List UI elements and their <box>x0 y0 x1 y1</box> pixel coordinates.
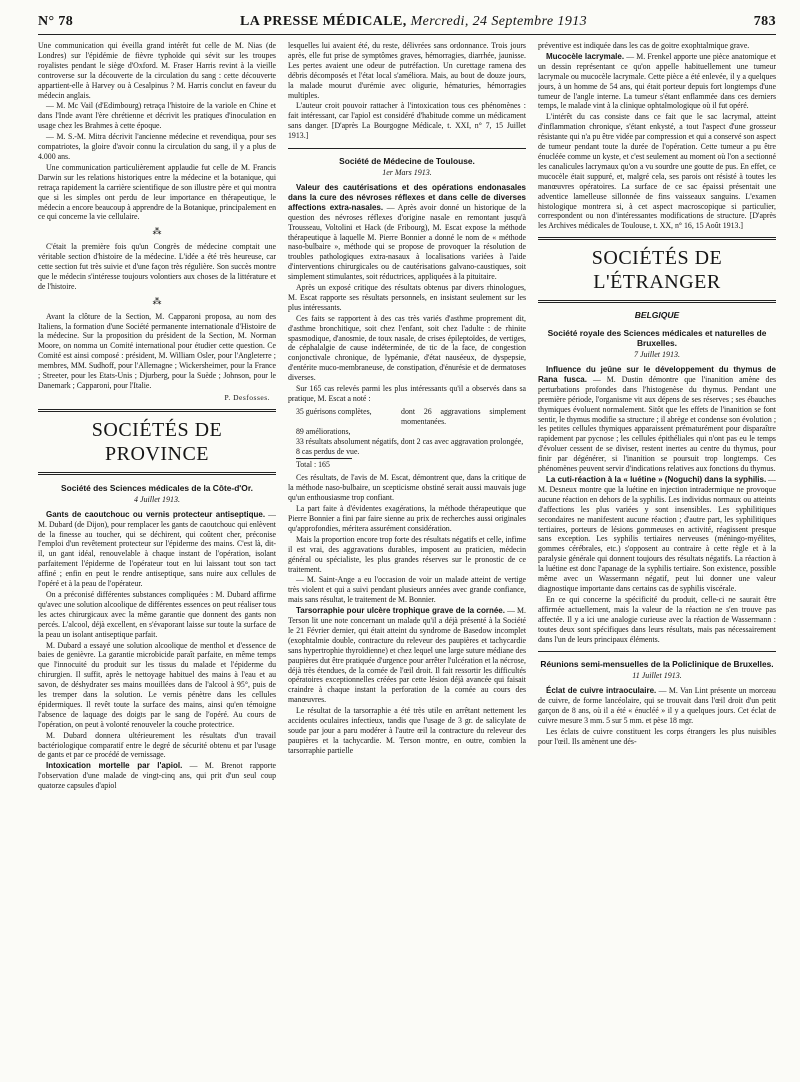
masthead <box>240 14 587 30</box>
paragraph: La part faite à d'évidentes exagérations, la méthode thérapeutique que Pierre Bonnier a fini par faire sienne au prix de recherches aussi originales qu'approfondies, méritera assurément considération. <box>288 504 526 533</box>
section-title: SOCIÉTÉS DE L'ÉTRANGER <box>538 237 776 303</box>
society-heading: Société des Sciences médicales de la Côte-d'Or. <box>61 482 253 493</box>
paragraph: Le résultat de la tarsorraphie a été très utile en arrêtant nettement les accidents oculaires infectieux, tandis que l'usage de 3 gr. de salicylate de soude par jour a paru modérer à l'autre œil la contracture du releveur des paupières et la tachycardie. M. Terson montre, en outre, combien la tarsorraphie partielle <box>288 706 526 755</box>
paragraph: Mais la proportion encore trop forte des résultats négatifs et celle, infime il est vrai, des aggravations durables, imposent au praticien, médecin général ou spécialiste, les plus grandes réserves sur le pronostic de ce traitement. <box>288 534 526 574</box>
paragraph: C'était la première fois qu'un Congrès de médecine comptait une véritable section d'histoire de la médecine. L'idée a été très heureuse, car cette section fut très suivie et d'une façon très régulière. Son succès montre que le médecin s'intéresse toujours volontiers aux choses de la littérature et de l'histoire. <box>38 242 276 291</box>
article-caption: Intoxication mortelle par l'apiol. <box>46 761 183 771</box>
article-caption: Influence du jeûne sur le développement du thymus de Rana fusca. <box>538 365 776 384</box>
article-caption: Valeur des cautérisations et des opérations endonasales dans la cure des névroses réflexes et dans celle de diverses affections extra-nasales. <box>288 182 526 212</box>
article-caption: La cuti-réaction à la « luétine » (Noguchi) dans la syphilis. <box>546 475 767 484</box>
result-text: 89 améliorations, <box>296 426 351 436</box>
article-caption: Mucocèle lacrymale. <box>546 51 625 61</box>
column-2 <box>288 41 526 792</box>
section-divider-stars: ⁂ <box>152 295 162 306</box>
paragraph: — M. Frenkel apporte une pièce anatomique et un dessin représentant ce qu'on appelle habituellement une tumeur lacrymale ou mucocèle lacrymale. Cette pièce a été enlevée, il y a quelques jours, à un homme de 54 ans, qui était porteur depuis fort longtemps d'une tumeur de l'angle interne. La tumeur s'étant enflammée dans ces derniers temps, le malade vint à la clinique ophtalmologique où il fut opéré. <box>538 51 776 111</box>
paragraph: Avant la clôture de la Section, M. Capparoni proposa, au nom des Italiens, la formation d'une Société permanente internationale d'Histoire de la médecine. Sur la proposition du président de la Section, M. Norman Moore, on nomma un Comité international pour étudier cette question. Ce Comité est ainsi composé : président, M. William Osler, pour l'Angleterre ; membres, MM. Sudhoff, pour l'Allemagne ; Wickersheimer, pour la France ; Streeter, pour les Etats-Unis ; Djurberg, pour la Suède ; Johnson, pour le Danemark ; Capparoni, pour l'Italie. <box>38 311 276 390</box>
paragraph: L'intérêt du cas consiste dans ce fait que le sac lacrymal, atteint d'inflammation chronique, s'étant enkysté, a tout l'aspect d'une grosseur résistante qui n'a pu être vidée par compression et qui a conservé son aspect de tumeur pendant toute la durée de l'opération. Cette tumeur a pu être énucléée comme un kyste, et c'est seulement au moment où l'on a sectionné les canalicules lacrymaux qu'on a vu sourdre une goutte de pus. En effet, ce mucocèle était suppuré, et, malgré cela, ses parois ont résisté à toutes les manœuvres opératoires. La surface de ce sac épaissi présentait une adventice lamelleuse sillonnée de fins vaisseaux sanguins. L'examen histologique montrera si, à cet aspect macroscopique si particulier, correspondent ou non d'intéressantes modifications de structure. [D'après les Archives médicales de Toulouse, t. XX, n° 16, 15 Août 1913.] <box>538 112 776 231</box>
society-date: 11 Juillet 1913. <box>632 671 682 681</box>
paragraph: — M. Dustin démontre que l'inanition amène des perturbations profondes dans l'histogenèse du thymus. Pendant une première période, l'organisme vit aux dépens de ses réserves ; ses ébauches thymiques évoluent normalement. Sitôt que les effets de l'inanition se font sentir, le thymus modifie sa structure ; il abrège et condense son évolution ; les petites cellules thymiques apparaissent prématurément pour disparaître rapidement par pycnose ; les cellules épithéliales qui n'ont pas eu le temps d'évoluer cessent de se diviser, restent inertes au centre du thymus, pour finir par dégénérer, si l'inanition se poursuit trop longtemps. Ces phénomènes peuvent servir d'indications relatives aux fonctions du thymus. <box>538 374 776 474</box>
page-number: 783 <box>753 14 776 29</box>
result-row <box>296 427 526 437</box>
journal-name: LA PRESSE MÉDICALE, <box>239 14 407 29</box>
divider <box>288 148 526 149</box>
society-heading: Société royale des Sciences médicales et naturelles de Bruxelles. <box>547 328 767 349</box>
article-caption: Éclat de cuivre intraoculaire. <box>546 686 657 696</box>
paragraph: M. Dubard donnera ultérieurement les résultats d'un travail bactériologique comparatif entre le degré de sécurité obtenu et par l'usage de gants et par ce procédé de vernissage. <box>38 730 276 760</box>
article-caption: Tarsorraphie pour ulcère trophique grave de la cornée. <box>296 606 505 616</box>
paragraph: — M. Dubard (de Dijon), pour remplacer les gants de caoutchouc qui enlèvent de la finesse au toucher, qui se déchirent, qui coûtent cher, préconise l'emploi d'un revêtement protecteur sur l'épiderme des mains. C'est là, dit-il, un gant idéal, renouvelable à chaque instant de l'opération, isolant parfaitement l'épiderme de l'opérateur tout en lui laissant tout son tact affiné ; enfin en peut le rendre antiseptique, sans nuire aux cellules de l'opéré et à la peau de l'opérateur. <box>38 509 276 589</box>
result-text: 35 guérisons complètes, <box>296 406 372 416</box>
paragraph: — M. Van Lint présente un morceau de cuivre, de forme lancéolaire, qui se trouvait dans l'œil droit d'un petit garçon de 8 ans, où il a été « énucléé » il y a quelques jours. Cet éclat de cuivre mesure 3 mm. 5 sur 5 mm. et pèse 18 mgr. <box>538 686 776 726</box>
paragraph: — M. Desneux montre que la luétine en injection intradermique ne provoque aucune réaction en dehors de la syphilis. Les individus normaux ou atteints d'affections les plus variées y sont insensibles. Les syphilitiques secondaires ne manifestent aucune réaction ; d'autre part, les syphilitiques tertiaires, porteurs de lésions gommeuses en activité, réagissent presque sans exception. Les syphilis tertiaires nerveuses (méningo-myélites, gommes cérébrales, etc.) s'opposent au contraire à cette règle et à la paralysie générale qui donnent toujours des résultats négatifs. La réaction à la luétine est donc l'apanage de la syphilis tertiaire. Son existence, possible même avec un Wassermann négatif, peut lui donner une valeur diagnostique importante dans certains cas de syphilis viscérale. <box>538 475 776 593</box>
paragraph: Une communication qui éveilla grand intérêt fut celle de M. Nias (de Londres) sur l'épidémie de fièvre typhoïde qui sévit sur les troupes royalistes pendant le siège d'Oxford. M. Fraser Harris revint à la vieille controverse sur la découverte de la circulation du sang : cette découverte appartient-elle à Harvey ou à Cesalpinus ? M. Harris conclut en faveur du médecin anglais. <box>38 41 276 100</box>
paragraph: Ces résultats, de l'avis de M. Escat, démontrent que, dans la critique de la méthode naso-bulbaire, un scepticisme obstiné serait aussi mauvais juge qu'un enthousiasme trop confiant. <box>288 473 526 503</box>
column-1 <box>38 41 276 792</box>
society-date: 1er Mars 1913. <box>382 168 432 178</box>
paragraph: En ce qui concerne la spécificité du produit, celle-ci ne saurait être affirmée actuellement, mais la valeur de la réaction ne s'en trouve pas affectée. Il y a ici une analogie curieuse avec la réaction de Wassermann : toutes deux sont spécifiques dans leurs résultats, mais pas nécessairement dans l'un de leurs principaux éléments. <box>538 594 776 644</box>
paragraph: On a préconisé différentes substances compliquées : M. Dubard affirme qu'avec une solution alcoolique de différentes essences on peut réaliser tous les actes chirurgicaux avec la même garantie que donnent des gants non percés. L'alcool, déjà excellent, en s'évaporant laisse sur toute la surface de la peau un isolant antiseptique parfait. <box>38 589 276 639</box>
result-row <box>296 437 526 447</box>
paragraph: — M. Brenot rapporte l'observation d'une malade de vingt-cinq ans, qui prit d'un seul coup quatorze capsules d'apiol <box>38 761 276 791</box>
results-list <box>296 407 526 470</box>
issue-number: N° 78 <box>38 14 74 29</box>
society-date: 4 Juillet 1913. <box>134 494 180 504</box>
result-text: 33 résultats absolument négatifs, dont 2 cas avec aggravation prolongée, <box>296 436 524 446</box>
paragraph: L'auteur croit pouvoir rattacher à l'intoxication tous ces phénomènes : fait intéressant, car l'apiol est considéré d'habitude comme un médicament sans danger. [D'après La Bourgogne Médicale, t. XXI, n° 7, 15 Juillet 1913.] <box>288 101 526 141</box>
section-title: SOCIÉTÉS DE PROVINCE <box>38 409 276 475</box>
paragraph: Sur 165 cas relevés parmi les plus intéressants qu'il a observés dans sa pratique, M. Escat a noté : <box>288 384 526 403</box>
results-total: Total : 165 <box>296 458 352 470</box>
result-text: 8 cas perdus de vue. <box>296 446 360 456</box>
paragraph: — Après avoir donné un historique de la question des névroses réflexes d'origine nasale en remontant jusqu'à Trousseau, Voltolini et Hack (de Fribourg), M. Escat expose la méthode thérapeutique à laquelle M. Pierre Bonnier a donné le nom de « méthode naso-bulbaire », méthode qui se propose de provoquer la résolution de troubles pathologiques extra-nasaux à localisations variées à l'aide d'interventions chirurgicales ou de cautérisations galvano-caustiques, soit simplement stimulantes, soit réductrices, appliquées à la pituitaire. <box>288 202 526 282</box>
society-heading: Réunions semi-mensuelles de la Policlinique de Bruxelles. <box>540 659 774 670</box>
paragraph: M. Dubard a essayé une solution alcoolique de menthol et d'essence de baies de genièvre. La garantie microbicide paraît parfaite, en même temps que l'innocuité du produit sur les tissus du malade et l'épiderme du chirurgien. Il suffit, après le nettoyage habituel des mains à l'eau et au savon, de déshydrater ses mains mouillées dans de l'alcool à 95°, puis de les tremper dans la solution. Le vernis pénètre dans les cellules épidermiques. Il revêt toute la surface des mains, ainsi qu'en témoigne l'absence de laquage des doigts par le sang de l'opéré. Au cours de l'opération, on peut à volonté renouveler la couche protectrice. <box>38 640 276 729</box>
paragraph: Une communication particulièrement applaudie fut celle de M. Francis Darwin sur les relations historiques entre la médecine et la botanique, qui retraça rapidement la carrière scientifique de son illustre père et qui montra que si les simples ont perdu de leur importance en thérapeutique, le médecin a encore beaucoup à apprendre de la Botanique, principalement en ce qui concerne la vie cellulaire. <box>38 162 276 222</box>
result-row <box>296 447 526 457</box>
result-note: dont 26 aggravations simplement momentanées. <box>401 406 526 426</box>
paragraph: Après un exposé critique des résultats obtenus par divers rhinologues, M. Escat rapporte ses résultats personnels, en insistant seulement sur les plus intéressants. <box>288 283 526 312</box>
paragraph: Ces faits se rapportent à des cas très variés d'asthme proprement dit, d'asthme bronchitique, soit chez l'enfant, soit chez l'adulte : de rhinite spasmodique, d'anosmie, de toux nasale, de crises épileptoïdes, de vertiges, de céphalalgie de cause indéterminée, de tic de la face, de congestion conjonctivale chronique, de lypémanie, d'état nauséeux, de dyspepsie, d'entérite muco-membraneuse, de constipation, d'énurésie et de dermatoses diverses. <box>288 313 526 383</box>
paragraph: — M. Mc Vail (d'Edimbourg) retraça l'histoire de la variole en Chine et dans l'Inde avant l'ère chrétienne et décrivit les pratiques d'inoculation en usage chez les Brahmes à cette époque. <box>38 101 276 131</box>
society-date: 7 Juillet 1913. <box>634 350 680 360</box>
column-3 <box>538 41 776 792</box>
result-row <box>296 407 526 427</box>
paragraph: lesquelles lui avaient été, du reste, délivrées sans ordonnance. Trois jours après, elle fut prise de symptômes graves, hémorragies, diarrhée, jaunisse. Les pertes avaient une odeur de putréfaction. Un curettage ramena des débris décomposés et l'état local s'améliora. Mais, au bout de douze jours, la malade mourut d'urémie avec oligurie, hématuries, hémorragies multiples. <box>288 41 526 100</box>
paragraph: Les éclats de cuivre constituent les corps étrangers les plus nuisibles pour l'œil. Ils amènent une dés- <box>538 726 776 746</box>
divider <box>538 651 776 652</box>
society-heading: Société de Médecine de Toulouse. <box>339 156 475 167</box>
paragraph: — M. Terson lit une note concernant un malade qu'il a déjà présenté à la Société le 21 Février dernier, qui était atteint du syndrome de Basedow incomplet (exophtalmie double, contracture du releveur des paupières et tachycardie sans hypertrophie thyroïdienne) et chez lequel une large suture médiane des paupières dut être pratiquée d'urgence pour arrêter l'ulcération et la nécrose, déjà très étendues, de la cornée de l'œil droit. Il fait ressortir les difficultés opératoires exceptionnelles créées par cette lésion déjà avancée qui faisait craindre à chaque instant la perforation de la cornée au cours des manœuvres. <box>288 606 526 705</box>
page-header <box>38 14 776 35</box>
paragraph: — M. S.-M. Mitra décrivit l'ancienne médecine et revendiqua, pour ses compatriotes, la gloire d'avoir connu la circulation du sang, il y a plus de 4.000 ans. <box>38 132 276 161</box>
paragraph: préventive est indiquée dans les cas de goitre exophtalmique grave. <box>538 41 750 50</box>
article-caption: Gants de caoutchouc ou vernis protecteur antiseptique. <box>46 509 266 519</box>
section-divider-stars: ⁂ <box>152 226 162 237</box>
paragraph: — M. Saint-Ange a eu l'occasion de voir un malade atteint de vertige très violent et qui a suivi pendant plusieurs années avec grande confiance, mais sans résultat, le traitement de M. Bonnier. <box>288 575 526 605</box>
issue-date: Mercredi, 24 Septembre 1913 <box>410 14 588 29</box>
country-heading: BELGIQUE <box>634 310 680 321</box>
author-signature: P. Desfosses. <box>224 392 270 402</box>
